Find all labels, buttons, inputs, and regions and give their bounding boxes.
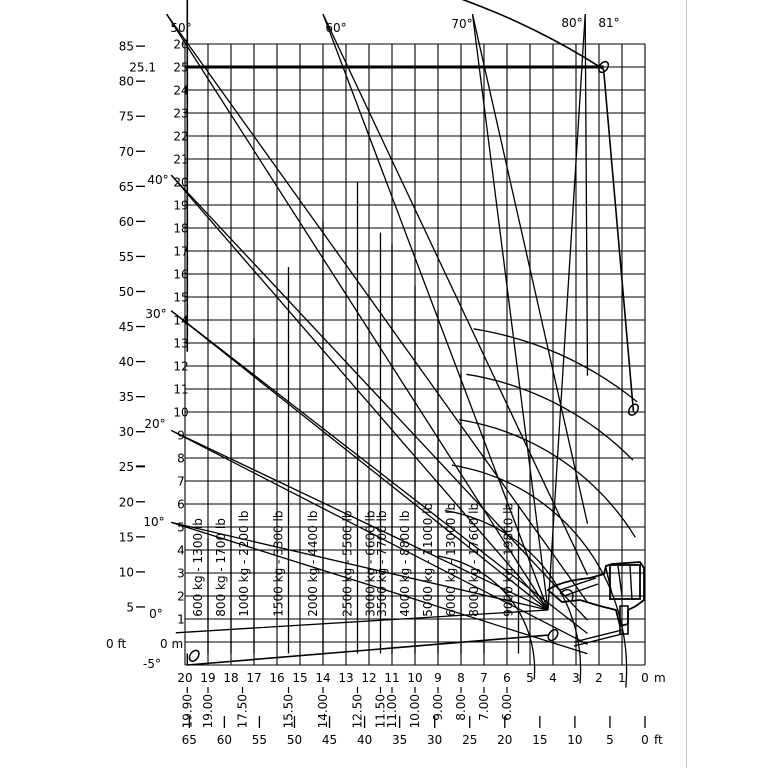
boom-angle-ray	[323, 14, 588, 575]
reach-marker-label: 15.50	[281, 694, 296, 729]
meter-height-tick-label: 17	[173, 244, 189, 259]
feet-reach-tick-label: 25	[462, 733, 478, 747]
load-zone-label: 600 kg - 1300 lb	[191, 518, 205, 617]
feet-height-tick-label: 45	[118, 320, 134, 335]
max-angle-boundary	[604, 69, 634, 412]
feet-height-tick-label: 15	[118, 530, 134, 545]
feet-height-tick-label: 40	[118, 355, 134, 370]
feet-reach-tick-label: 30	[427, 733, 443, 747]
feet-height-tick-label: 50	[118, 284, 134, 299]
boom-extension-arc	[466, 374, 633, 460]
meter-height-tick-label: 21	[173, 152, 189, 167]
feet-height-tick-label: 5	[126, 600, 134, 615]
meter-height-tick-label: 19	[173, 198, 189, 213]
meter-reach-tick-label: 19	[200, 671, 216, 685]
load-zone-label: 1500 kg - 3300 lb	[271, 510, 286, 617]
load-zone-label: 2500 kg - 5500 lb	[340, 510, 355, 617]
meter-reach-tick-label: 14	[315, 671, 331, 685]
chart-working-envelope	[185, 0, 640, 688]
reach-marker-label: 11.00	[385, 694, 399, 729]
feet-reach-unit-label: ft	[654, 733, 663, 747]
feet-reach-tick-label: 20	[497, 733, 513, 747]
meter-height-tick-label: 9	[177, 428, 185, 443]
reach-marker-label: 7.00	[477, 694, 491, 721]
outer-envelope-arc	[187, 0, 603, 352]
feet-height-tick-label: 80	[118, 74, 134, 89]
feet-reach-tick-label: 10	[567, 733, 583, 747]
meter-height-tick-label: 10	[173, 405, 189, 420]
meter-reach-tick-label: 3	[572, 671, 580, 685]
meter-reach-tick-label: 20	[177, 671, 193, 685]
meter-height-tick-label: 22	[173, 129, 189, 144]
meter-reach-tick-label: 8	[457, 671, 465, 685]
feet-reach-tick-label: 35	[391, 733, 408, 747]
telehandler-machine-icon	[548, 562, 644, 646]
meter-height-tick-label: 24	[173, 83, 189, 98]
feet-reach-tick-label: 40	[356, 733, 373, 747]
meter-height-tick-label: 26	[173, 37, 189, 52]
meter-height-tick-label: 16	[173, 267, 189, 282]
meter-reach-tick-label: 2	[595, 671, 603, 685]
meter-height-tick-label: 11	[173, 382, 189, 397]
meter-reach-tick-label: 12	[361, 671, 377, 685]
feet-reach-tick-label: 15	[532, 733, 548, 747]
feet-height-tick-label: 35	[118, 390, 134, 405]
feet-height-tick-label: 60	[118, 214, 134, 229]
lowest-angle-boundary	[187, 635, 548, 665]
feet-height-tick-label: 25	[118, 460, 134, 475]
load-zone-label: 2000 kg - 4400 lb	[306, 510, 320, 617]
load-zone-label: 1000 kg - 2200 lb	[237, 510, 251, 617]
meter-reach-tick-label: 5	[526, 671, 534, 685]
meter-reach-tick-label: 6	[503, 671, 511, 685]
chart-load-zones	[191, 182, 519, 654]
meter-height-tick-label: 4	[177, 543, 185, 558]
feet-height-tick-label: 85	[118, 39, 134, 54]
meter-height-tick-label: 15	[173, 290, 189, 305]
boom-angle-label: 50°	[170, 21, 192, 35]
feet-reach-tick-label: 50	[286, 733, 303, 747]
boom-angle-label: 40°	[147, 173, 169, 187]
boom-angle-label: 70°	[451, 17, 473, 31]
feet-height-tick-label: 55	[118, 249, 134, 264]
meter-reach-tick-label: 7	[480, 671, 488, 685]
chart-axis-labels	[106, 16, 666, 747]
meter-height-tick-label: 2	[177, 589, 185, 604]
feet-height-tick-label: 30	[118, 425, 134, 440]
reach-marker-label: 10.00	[408, 694, 422, 729]
chart-axes-ticks	[136, 46, 645, 728]
reach-marker-label: 17.50	[235, 694, 250, 729]
meter-height-tick-label: 20	[173, 175, 189, 190]
feet-height-tick-label: 70	[118, 144, 134, 159]
meter-reach-tick-label: 13	[338, 671, 354, 685]
boom-angle-label: -5°	[143, 657, 161, 671]
meter-height-tick-label: 5	[177, 520, 185, 535]
meter-reach-tick-label: 16	[269, 671, 285, 685]
meter-reach-tick-label: 0	[641, 671, 649, 685]
boom-angle-label: 80°	[561, 16, 583, 30]
reach-marker-label: 8.00	[454, 694, 468, 721]
meter-reach-unit-label: m	[654, 671, 666, 685]
reach-marker-label: 19.00	[201, 694, 215, 729]
reach-marker-label: 11.50	[373, 694, 388, 729]
feet-reach-tick-label: 0	[641, 733, 649, 747]
feet-height-tick-label: 10	[118, 565, 134, 580]
load-zone-label: 8000 kg - 17600 lb	[467, 502, 481, 617]
meter-reach-tick-label: 17	[246, 671, 262, 685]
meter-reach-tick-label: 15	[292, 671, 308, 685]
meter-reach-tick-label: 10	[407, 671, 423, 685]
meter-height-tick-label: 1	[177, 612, 185, 627]
reach-marker-label: 14.00	[316, 694, 330, 729]
boom-angle-label: 81°	[598, 16, 620, 30]
meter-height-tick-label: 23	[173, 106, 189, 121]
meter-height-tick-label: 14	[173, 313, 189, 328]
feet-reach-tick-label: 65	[181, 733, 197, 747]
load-zone-label: 3500 kg - 7700 lb	[375, 510, 389, 617]
meter-reach-tick-label: 18	[223, 671, 239, 685]
boom-angle-label: 60°	[325, 21, 347, 35]
boom-angle-ray-converge	[548, 14, 585, 610]
reach-marker-label: 19.90	[180, 694, 195, 729]
boom-extension-arc	[474, 329, 638, 402]
meter-reach-tick-label: 1	[618, 671, 626, 685]
feet-height-tick-label: 75	[118, 109, 134, 124]
load-zone-label: 6000 kg - 13000 lb	[444, 502, 458, 617]
reach-marker-label: 6.00	[500, 694, 514, 721]
load-zone-label: 4000 kg - 8800 lb	[398, 510, 412, 617]
meter-reach-tick-label: 11	[384, 671, 400, 685]
load-zone-label: 3000 kg - 6600 lb	[363, 510, 378, 617]
meter-height-tick-label: 8	[177, 451, 185, 466]
feet-height-zero-label: 0 ft	[106, 637, 127, 651]
load-zone-label: 5000 kg - 11000 lb	[421, 502, 435, 617]
feet-reach-tick-label: 55	[251, 733, 268, 747]
feet-height-tick-label: 20	[118, 495, 134, 510]
feet-height-tick-label: 65	[118, 179, 134, 194]
meter-height-tick-label: 12	[173, 359, 189, 374]
reach-marker-label: 9.00	[431, 694, 445, 721]
meter-reach-tick-label: 4	[549, 671, 557, 685]
meter-height-tick-label: 18	[173, 221, 189, 236]
feet-reach-tick-label: 45	[321, 733, 338, 747]
feet-reach-tick-label: 60	[216, 733, 233, 747]
reach-marker-label: 12.50	[350, 694, 365, 729]
meter-height-zero-label: 0 m	[160, 637, 184, 651]
meter-reach-tick-label: 9	[434, 671, 442, 685]
boom-angle-label: 10°	[143, 515, 165, 529]
boom-angle-label: 20°	[144, 417, 166, 431]
load-zone-label: 9000 kg - 19800 lb	[501, 502, 516, 617]
load-zone-label: 800 kg - 1700 lb	[214, 518, 228, 617]
boom-angle-label: 30°	[145, 307, 167, 321]
boom-angle-label: 0°	[149, 607, 163, 621]
boom-tip-hook	[187, 649, 200, 663]
max-height-ft-label: 25.1	[129, 60, 156, 75]
feet-reach-tick-label: 5	[606, 733, 614, 747]
meter-height-tick-label: 6	[177, 497, 185, 512]
meter-height-tick-label: 7	[177, 474, 185, 489]
meter-height-tick-label: 25	[173, 60, 189, 75]
meter-height-tick-label: 13	[173, 336, 189, 351]
meter-height-tick-label: 3	[177, 566, 185, 581]
